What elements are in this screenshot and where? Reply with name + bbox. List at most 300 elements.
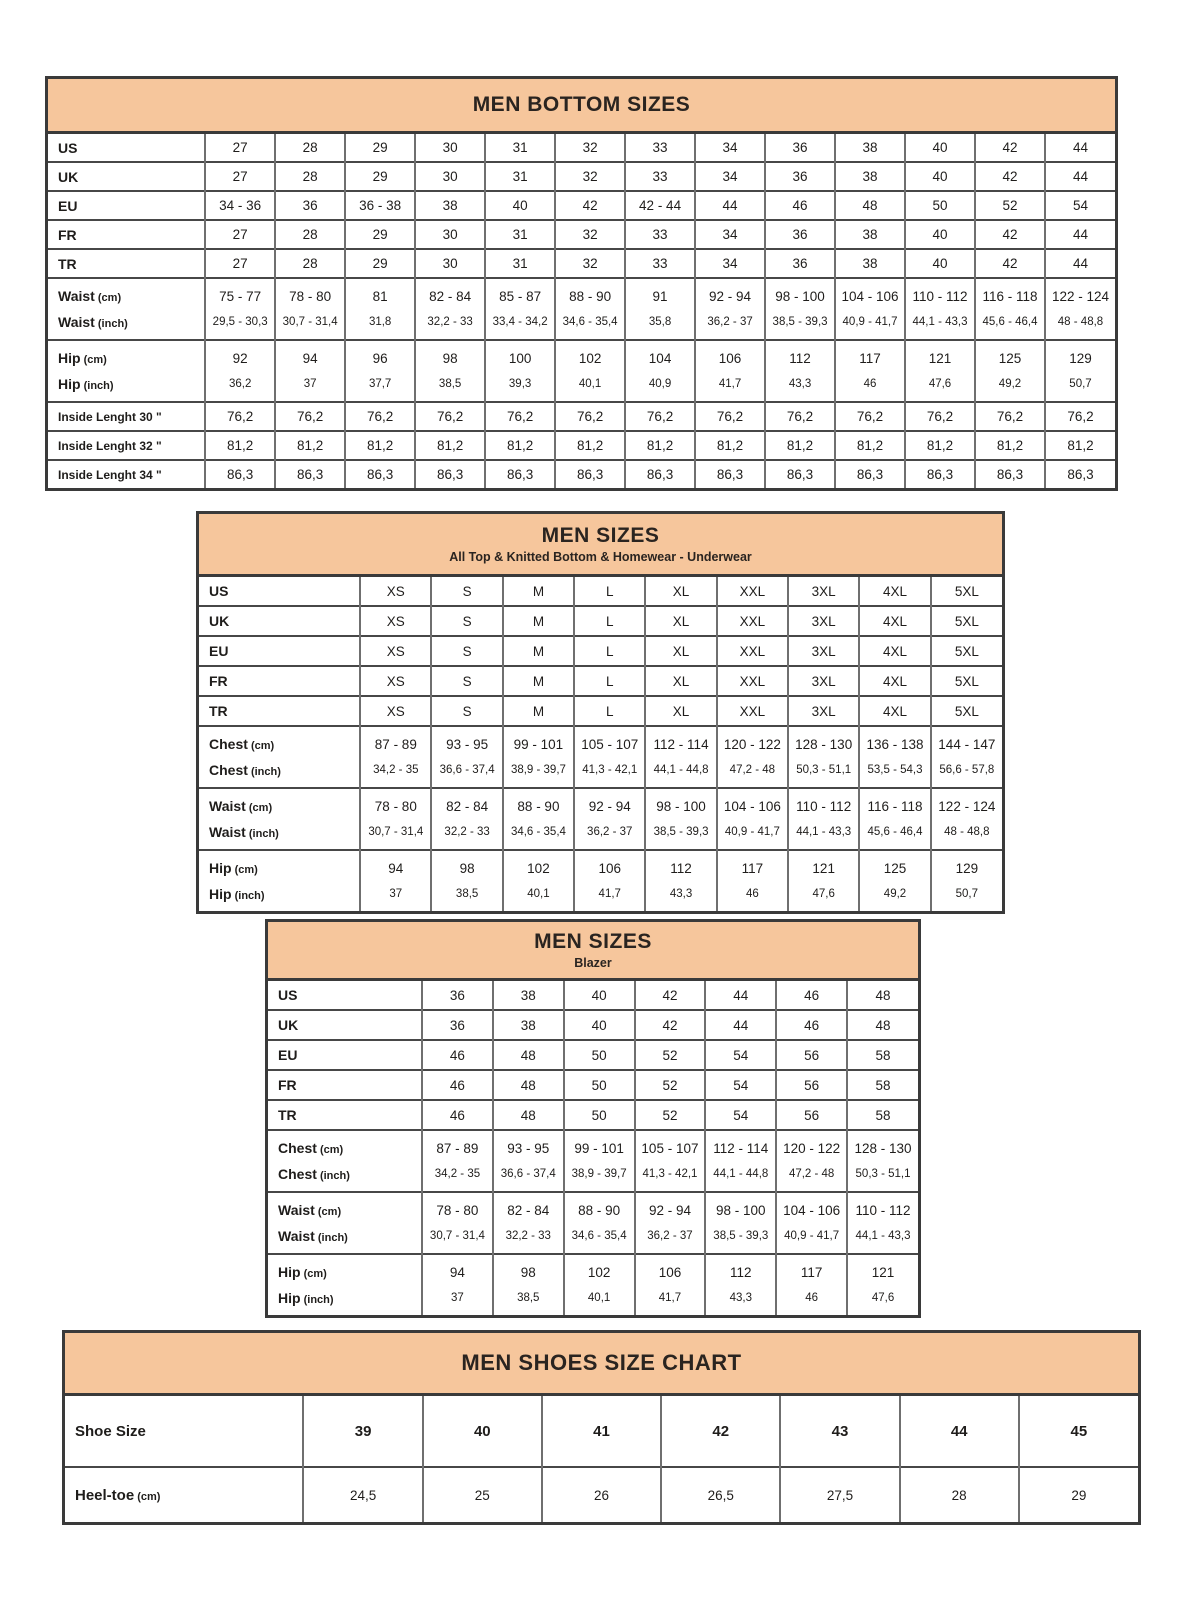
size-cell: 34,6 - 35,4 [555,309,625,340]
size-cell: 43,3 [765,371,835,402]
size-cell: 33 [625,162,695,191]
size-cell: 58 [847,1100,918,1130]
size-cell: 41,7 [635,1285,706,1315]
size-cell: 29,5 - 30,3 [205,309,275,340]
size-cell: 92 [205,340,275,371]
size-cell: 40 [485,191,555,220]
size-cell: 122 - 124 [931,788,1002,819]
size-cell: 32 [555,162,625,191]
row-label: Waist (inch) [278,1228,348,1244]
size-cell: 47,6 [905,371,975,402]
size-cell: 50,3 - 51,1 [847,1161,918,1192]
size-cell: 49,2 [859,881,930,911]
size-cell: 31,8 [345,309,415,340]
size-cell: 44,1 - 43,3 [847,1223,918,1254]
table-row [268,1040,918,1070]
size-cell: 36 [765,220,835,249]
size-cell: 47,2 - 48 [717,757,788,788]
size-cell: 25 [423,1467,542,1522]
row-label: FR [48,220,205,249]
size-cell: 36 - 38 [345,191,415,220]
table-row [268,1254,918,1285]
size-cell: 45 [1019,1396,1138,1467]
size-cell: L [574,577,645,606]
size-cell: 38,5 [431,881,502,911]
row-label: UK [199,606,360,636]
table-row [48,134,1115,162]
size-cell: 37 [422,1285,493,1315]
size-cell: 46 [422,1040,493,1070]
size-cell: 125 [975,340,1045,371]
size-cell: 106 [574,850,645,881]
size-cell: S [431,696,502,726]
size-cell: 50,7 [931,881,1002,911]
row-label: Inside Lenght 32 " [48,431,205,460]
size-cell: 81,2 [835,431,905,460]
size-cell: 34 [695,249,765,278]
size-cell: 50,3 - 51,1 [788,757,859,788]
size-cell: 53,5 - 54,3 [859,757,930,788]
size-cell: 86,3 [345,460,415,488]
size-cell: 81 [345,278,415,309]
size-cell: 42 - 44 [625,191,695,220]
size-cell: 129 [1045,340,1115,371]
size-cell: 30,7 - 31,4 [422,1223,493,1254]
table-row [65,1396,1138,1467]
size-cell: 29 [345,220,415,249]
size-cell: 76,2 [345,402,415,431]
size-cell: 40,9 - 41,7 [717,819,788,850]
row-label: US [209,583,229,599]
size-grid [48,134,1115,488]
size-cell: XXL [717,636,788,666]
size-cell: 86,3 [1045,460,1115,488]
size-cell: 94 [275,340,345,371]
size-cell: 27 [205,134,275,162]
size-cell: 94 [360,850,431,881]
size-cell: 76,2 [1045,402,1115,431]
size-cell: 50 [564,1070,635,1100]
size-cell: 36 [765,134,835,162]
size-cell: XS [360,696,431,726]
size-cell: 87 - 89 [360,726,431,757]
row-label: Hip (cm) [268,1254,422,1285]
size-cell: 31 [485,162,555,191]
table-title: MEN BOTTOM SIZES [472,93,691,116]
size-cell: 44,1 - 44,8 [645,757,716,788]
row-label: Hip (inch) [278,1290,334,1306]
size-cell: 44 [705,1010,776,1040]
size-grid [268,981,918,1315]
row-label: Chest (inch) [209,762,281,778]
size-cell: 44 [695,191,765,220]
size-cell: 117 [717,850,788,881]
row-label: UK [48,162,205,191]
size-cell: L [574,666,645,696]
size-cell: 46 [717,881,788,911]
size-cell: 39 [303,1396,422,1467]
size-cell: 76,2 [205,402,275,431]
row-label: Chest (cm) [199,726,360,757]
size-cell: 4XL [859,636,930,666]
size-cell: 81,2 [415,431,485,460]
size-cell: 36,2 - 37 [635,1223,706,1254]
size-cell: 46 [776,1285,847,1315]
row-label: Hip (inch) [58,376,114,392]
size-cell: 45,6 - 46,4 [975,309,1045,340]
size-cell: 32,2 - 33 [493,1223,564,1254]
table-row [48,220,1115,249]
size-cell: XL [645,666,716,696]
size-cell: XXL [717,577,788,606]
size-cell: 76,2 [765,402,835,431]
size-cell: 46 [835,371,905,402]
size-cell: 28 [275,220,345,249]
size-cell: 40,1 [503,881,574,911]
size-cell: 27 [205,249,275,278]
size-cell: 106 [635,1254,706,1285]
size-cell: 41,7 [574,881,645,911]
size-cell: 98 [415,340,485,371]
size-cell: 26 [542,1467,661,1522]
size-cell: 5XL [931,666,1002,696]
table-row [268,1161,918,1192]
table-title: MEN SIZES [534,930,652,953]
row-label: EU [199,636,360,666]
size-cell: 48 [493,1070,564,1100]
size-cell: S [431,636,502,666]
row-label: Shoe Size [75,1422,146,1440]
table-row [199,606,1002,636]
size-cell: 30 [415,249,485,278]
size-cell: 5XL [931,636,1002,666]
size-cell: 33 [625,249,695,278]
row-label: TR [48,249,205,278]
size-cell: 35,8 [625,309,695,340]
size-cell: 44 [1045,134,1115,162]
size-cell: 36 [422,981,493,1010]
size-cell: 88 - 90 [555,278,625,309]
men-bottom-sizes-table [45,76,1118,491]
size-cell: 102 [564,1254,635,1285]
size-cell: 29 [345,249,415,278]
size-cell: 92 - 94 [695,278,765,309]
size-cell: 98 [431,850,502,881]
size-cell: 82 - 84 [431,788,502,819]
table-row [65,1467,1138,1522]
size-cell: 46 [422,1100,493,1130]
size-cell: 56 [776,1100,847,1130]
size-cell: 48 [835,191,905,220]
size-cell: 4XL [859,606,930,636]
size-cell: 110 - 112 [847,1192,918,1223]
size-cell: 39,3 [485,371,555,402]
size-cell: XS [360,636,431,666]
row-label: Inside Lenght 30 " [48,402,205,431]
size-cell: 78 - 80 [275,278,345,309]
size-cell: 76,2 [275,402,345,431]
row-label: Hip (cm) [199,850,360,881]
size-cell: 52 [635,1040,706,1070]
size-cell: 112 [765,340,835,371]
size-cell: XS [360,577,431,606]
size-cell: 49,2 [975,371,1045,402]
size-cell: 98 [493,1254,564,1285]
size-cell: 86,3 [835,460,905,488]
size-cell: 41,3 - 42,1 [574,757,645,788]
row-label: EU [48,191,205,220]
size-cell: 92 - 94 [635,1192,706,1223]
size-cell: 3XL [788,636,859,666]
size-cell: 121 [905,340,975,371]
size-cell: 38,5 - 39,3 [765,309,835,340]
row-label: FR [268,1070,422,1100]
size-cell: 78 - 80 [360,788,431,819]
table-header [65,1333,1138,1396]
size-cell: 40 [905,249,975,278]
size-cell: 76,2 [625,402,695,431]
size-cell: 91 [625,278,695,309]
size-cell: 36,2 [205,371,275,402]
size-cell: 105 - 107 [574,726,645,757]
size-cell: 33 [625,220,695,249]
size-cell: 44 [705,981,776,1010]
table-row [199,819,1002,850]
table-row [199,636,1002,666]
size-cell: 44,1 - 44,8 [705,1161,776,1192]
size-cell: 99 - 101 [564,1130,635,1161]
size-cell: 40,9 - 41,7 [835,309,905,340]
size-cell: 110 - 112 [788,788,859,819]
size-cell: 86,3 [975,460,1045,488]
size-cell: 41,7 [695,371,765,402]
size-cell: 31 [485,220,555,249]
size-cell: 46 [776,981,847,1010]
size-cell: 34 [695,134,765,162]
size-cell: 117 [776,1254,847,1285]
size-cell: 121 [847,1254,918,1285]
size-cell: 52 [635,1070,706,1100]
size-cell: L [574,636,645,666]
size-cell: 31 [485,249,555,278]
size-cell: 86,3 [275,460,345,488]
size-cell: XXL [717,606,788,636]
table-subtitle: Blazer [574,956,612,970]
size-cell: 144 - 147 [931,726,1002,757]
row-label: Inside Lenght 34 " [48,460,205,488]
row-label: US [58,139,78,156]
size-cell: 38,5 - 39,3 [645,819,716,850]
size-cell: 82 - 84 [415,278,485,309]
size-cell: 94 [422,1254,493,1285]
size-cell: 136 - 138 [859,726,930,757]
size-cell: 5XL [931,696,1002,726]
size-cell: 38,5 [493,1285,564,1315]
size-cell: 48 [847,981,918,1010]
size-cell: 58 [847,1040,918,1070]
table-header [268,922,918,981]
size-grid [65,1396,1138,1522]
size-cell: 86,3 [905,460,975,488]
row-label: UK [268,1010,422,1040]
size-cell: 36 [765,249,835,278]
size-cell: 40 [564,981,635,1010]
size-cell: 40,1 [564,1285,635,1315]
size-cell: 81,2 [275,431,345,460]
row-label: Chest (inch) [278,1166,350,1182]
table-subtitle: All Top & Knitted Bottom & Homewear - Underwear [449,550,752,564]
size-cell: M [503,666,574,696]
size-grid [199,577,1002,911]
size-cell: 81,2 [205,431,275,460]
size-cell: 47,6 [847,1285,918,1315]
size-cell: 78 - 80 [422,1192,493,1223]
table-row [48,460,1115,488]
table-row [199,696,1002,726]
size-cell: 38 [493,1010,564,1040]
size-cell: 92 - 94 [574,788,645,819]
size-cell: 40,9 [625,371,695,402]
size-cell: 34 - 36 [205,191,275,220]
size-cell: 30 [415,134,485,162]
size-cell: 50,7 [1045,371,1115,402]
size-cell: 38,9 - 39,7 [503,757,574,788]
size-cell: 81,2 [485,431,555,460]
size-cell: 38 [835,134,905,162]
size-cell: 38 [415,191,485,220]
size-cell: 104 - 106 [717,788,788,819]
size-cell: 76,2 [695,402,765,431]
size-cell: 122 - 124 [1045,278,1115,309]
size-cell: 48 [493,1040,564,1070]
row-label: Hip (cm) [48,340,205,371]
table-row [48,340,1115,371]
size-cell: 110 - 112 [905,278,975,309]
size-cell: 32 [555,249,625,278]
size-cell: 54 [1045,191,1115,220]
size-cell: 56,6 - 57,8 [931,757,1002,788]
table-row [268,981,918,1010]
size-cell: 40 [564,1010,635,1040]
size-cell: L [574,606,645,636]
size-cell: 36 [275,191,345,220]
size-cell: 81,2 [1045,431,1115,460]
size-cell: 98 - 100 [645,788,716,819]
size-cell: 32 [555,134,625,162]
size-cell: 81,2 [975,431,1045,460]
size-cell: 24,5 [303,1467,422,1522]
size-cell: 37 [360,881,431,911]
size-cell: 40,1 [555,371,625,402]
size-cell: XS [360,666,431,696]
size-cell: 48 [493,1100,564,1130]
size-cell: 30 [415,220,485,249]
men-sizes-blazer-table [265,919,921,1318]
table-title: MEN SIZES [541,524,660,547]
size-cell: 58 [847,1070,918,1100]
size-cell: 117 [835,340,905,371]
table-row [48,249,1115,278]
size-cell: 38,5 - 39,3 [705,1223,776,1254]
size-cell: 28 [900,1467,1019,1522]
size-cell: 43,3 [705,1285,776,1315]
table-row [199,881,1002,911]
size-cell: 102 [555,340,625,371]
size-cell: 42 [975,162,1045,191]
size-cell: 85 - 87 [485,278,555,309]
size-cell: 86,3 [765,460,835,488]
size-cell: 112 - 114 [705,1130,776,1161]
size-cell: 41 [542,1396,661,1467]
size-cell: 46 [776,1010,847,1040]
row-label: Waist (inch) [58,314,128,330]
size-cell: 76,2 [835,402,905,431]
size-cell: 86,3 [625,460,695,488]
size-cell: 36,6 - 37,4 [493,1161,564,1192]
size-cell: 47,2 - 48 [776,1161,847,1192]
size-cell: 42 [975,220,1045,249]
size-cell: 32,2 - 33 [431,819,502,850]
size-cell: 46 [765,191,835,220]
size-cell: 34 [695,220,765,249]
table-row [268,1100,918,1130]
table-header [199,514,1002,577]
size-cell: 32,2 - 33 [415,309,485,340]
size-cell: 34,6 - 35,4 [564,1223,635,1254]
size-cell: 44 [1045,162,1115,191]
row-label: Waist (cm) [199,788,360,819]
size-cell: 76,2 [975,402,1045,431]
size-cell: 40 [905,220,975,249]
row-label: EU [268,1040,422,1070]
size-cell: 42 [975,249,1045,278]
men-sizes-top-table [196,511,1005,914]
size-cell: 36 [422,1010,493,1040]
size-cell: 86,3 [695,460,765,488]
size-cell: 4XL [859,577,930,606]
size-cell: 100 [485,340,555,371]
table-row [268,1223,918,1254]
size-cell: 27 [205,220,275,249]
size-cell: 116 - 118 [975,278,1045,309]
size-cell: 36 [765,162,835,191]
size-cell: 93 - 95 [431,726,502,757]
size-cell: 28 [275,249,345,278]
size-cell: 33 [625,134,695,162]
table-row [48,309,1115,340]
size-cell: 86,3 [205,460,275,488]
size-cell: 29 [345,162,415,191]
size-cell: 45,6 - 46,4 [859,819,930,850]
table-row [199,577,1002,606]
size-cell: 48 - 48,8 [1045,309,1115,340]
size-cell: 36,2 - 37 [695,309,765,340]
row-label: Hip (inch) [209,886,265,902]
size-cell: 36,2 - 37 [574,819,645,850]
size-cell: 28 [275,134,345,162]
size-cell: 44 [1045,249,1115,278]
table-row [199,726,1002,757]
size-cell: 26,5 [661,1467,780,1522]
men-shoes-size-chart-table [62,1330,1141,1525]
size-cell: XL [645,636,716,666]
size-cell: 4XL [859,666,930,696]
size-cell: 34,6 - 35,4 [503,819,574,850]
table-header [48,79,1115,134]
size-cell: 37,7 [345,371,415,402]
size-cell: 88 - 90 [503,788,574,819]
size-cell: 42 [555,191,625,220]
